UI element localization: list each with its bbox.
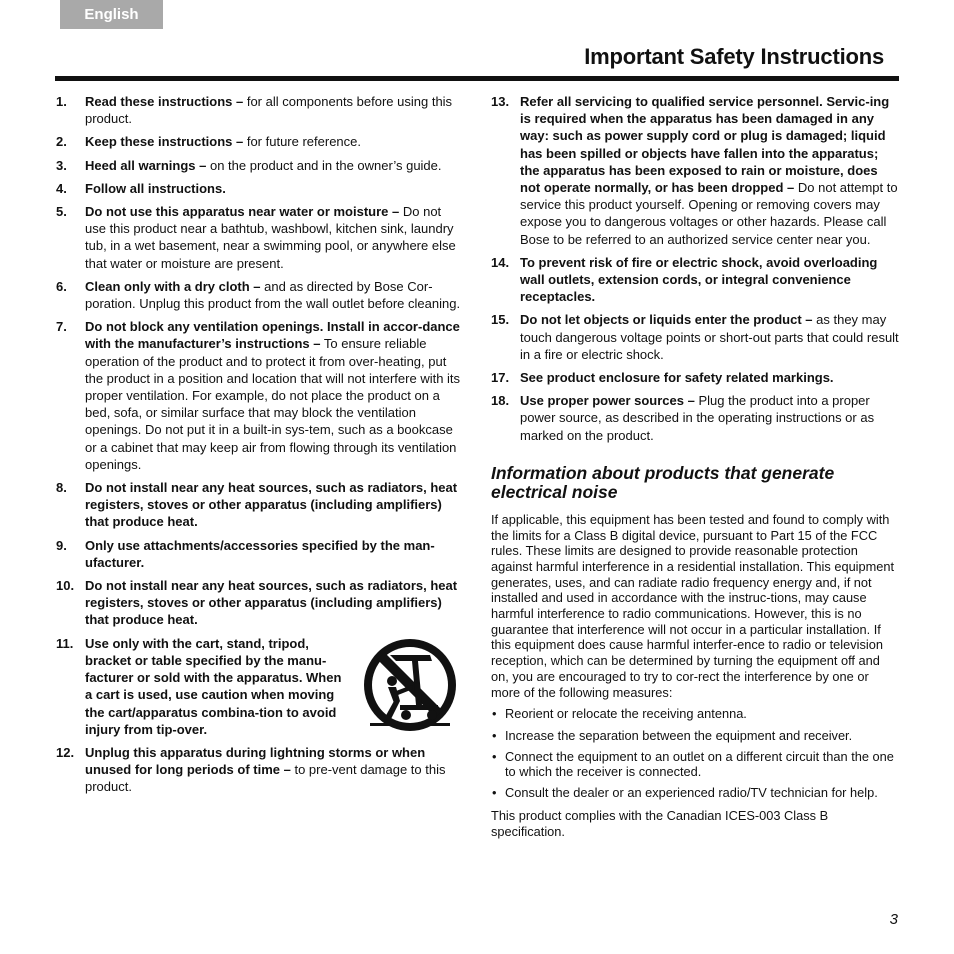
instruction-bold: Heed all warnings –: [85, 157, 207, 173]
instruction-number: 8.: [56, 480, 67, 496]
instruction-number: 9.: [56, 537, 67, 553]
instruction-item: [491, 369, 899, 386]
right-column: [491, 93, 899, 846]
instruction-item: [56, 157, 462, 174]
instruction-number: 5.: [56, 204, 67, 220]
interference-measures-list: [491, 707, 899, 801]
instruction-item: [56, 93, 462, 127]
instruction-item: [56, 203, 462, 272]
instruction-item: [491, 311, 899, 363]
instruction-number: 18.: [491, 393, 510, 409]
instruction-item: [56, 180, 462, 197]
cart-tip-over-warning-icon: [360, 635, 460, 735]
instruction-item: [56, 318, 462, 473]
instruction-bold: Use proper power sources –: [520, 393, 695, 409]
instruction-bold: Clean only with a dry cloth –: [85, 278, 261, 294]
instruction-bold: Do not install near any heat sources, such as radiators, heat registers, stoves or other apparatus (including amplifiers) that produce heat.: [85, 578, 458, 628]
ices-compliance-paragraph: This product complies with the Canadian ICES-003 Class B specification.: [491, 807, 829, 839]
section-heading-electrical-noise: Information about products that generate electrical noise: [491, 462, 835, 503]
instruction-bold: Do not use this apparatus near water or moisture –: [85, 204, 400, 220]
instruction-bold: Use only with the cart, stand, tripod, bracket or table specified by the manu-facturer or sold with the apparatus. When a cart is used, use caution when moving the cart/apparatus combina-tion to avoid injury from tip-over.: [85, 635, 342, 737]
instruction-number: 10.: [56, 578, 75, 594]
instruction-text: To ensure reliable operation of the product and to protect it from over-heating, put the product in a position and location that will not interfere with its proper ventilation. For example, do not place the product on a bed, sofa, or similar surface that may block the ventilation openings. Do not put it in a built-in sys-tem, such as a bookcase or a cabinet that may keep air from flowing through its ventilation openings.: [85, 336, 461, 472]
instruction-bold: Do not let objects or liquids enter the product –: [520, 312, 813, 328]
instruction-item: [56, 479, 462, 531]
instruction-item: [491, 392, 899, 444]
instruction-text: as they may touch dangerous voltage points or short-out parts that could result in a fire or electric shock.: [520, 312, 899, 362]
instruction-bold: Follow all instructions.: [85, 180, 226, 196]
instruction-text: for all components before using this product.: [85, 94, 453, 127]
language-tab[interactable]: English: [60, 0, 163, 29]
instruction-number: 17.: [491, 370, 510, 386]
safety-instructions-list-left: [56, 93, 462, 796]
list-item: • Increase the separation between the equipment and receiver.: [491, 729, 899, 744]
instruction-number: 7.: [56, 319, 67, 335]
instruction-number: 15.: [491, 312, 510, 328]
instruction-number: 13.: [491, 94, 510, 109]
instruction-bold: Do not install near any heat sources, such as radiators, heat registers, stoves or other apparatus (including amplifiers) that produce heat.: [85, 480, 458, 530]
instruction-text: Do not use this product near a bathtub, washbowl, kitchen sink, laundry tub, in a wet basement, near a swimming pool, or anywhere else that water or moisture are present.: [85, 204, 456, 271]
instruction-number: 2.: [56, 134, 67, 150]
instruction-item: [56, 635, 462, 738]
instruction-text: to pre-vent damage to this product.: [85, 762, 446, 795]
list-item: • Connect the equipment to an outlet on a different circuit than the one to which the receiver is connected.: [491, 750, 899, 779]
instruction-bold: Do not block any ventilation openings. Install in accor-dance with the manufacturer’s instructions –: [85, 319, 460, 352]
instruction-number: 11.: [56, 635, 74, 651]
instruction-item: [491, 93, 899, 248]
title-rule: [55, 76, 899, 81]
instruction-number: 1.: [56, 94, 67, 109]
instruction-item: [56, 537, 462, 571]
instruction-bold: Only use attachments/accessories specified by the man-ufacturer.: [85, 537, 435, 570]
instruction-item: [56, 133, 462, 150]
instruction-number: 3.: [56, 157, 67, 173]
instruction-text: for future reference.: [243, 134, 361, 150]
safety-instructions-list-right: [491, 93, 899, 444]
instruction-number: 6.: [56, 278, 67, 294]
instruction-bold: Refer all servicing to qualified service personnel. Servic-ing is required when the apparatus has been damaged in any way: such as power supply cord or plug is damaged; liquid has been spilled or objects have fallen into the apparatus; the apparatus has been exposed to rain or moisture, does not operate normally, or has been dropped –: [520, 94, 890, 196]
instruction-text: Do not attempt to service this product yourself. Opening or removing covers may expose you to dangerous voltages or other hazards. Please call Bose to be referred to an authorized service center near you.: [520, 180, 898, 247]
instruction-item: [56, 577, 462, 629]
list-item: • Consult the dealer or an experienced radio/TV technician for help.: [491, 786, 899, 801]
left-column: [56, 93, 462, 802]
instruction-number: 14.: [491, 254, 510, 270]
instruction-text: on the product and in the owner’s guide.: [206, 157, 442, 173]
fcc-paragraph: If applicable, this equipment has been tested and found to comply with the limits for a Class B digital device, pursuant to Part 15 of the FCC rules. These limits are designed to provide reasonable protection against harmful interference in a residential installation. This equipment generates, uses, and can radiate radio frequency energy and, if not installed and used in accordance with the instruc-tions, may cause harmful interference to radio communications. However, this is no guarantee that interference will not occur in a particular installation. If this equipment does cause harmful interfer-ence to radio or television reception, which can be determined by turning the equipment off and on, you are encouraged to try to cor-rect the interference by one or more of the following measures:: [491, 511, 895, 700]
page-number: 3: [889, 911, 898, 928]
instruction-item: [56, 278, 462, 312]
list-item: • Reorient or relocate the receiving antenna.: [491, 707, 899, 722]
instruction-text: and as directed by Bose Cor-poration. Unplug this product from the wall outlet before cleaning.: [85, 278, 461, 312]
instruction-number: 12.: [56, 744, 75, 760]
instruction-bold: Unplug this apparatus during lightning storms or when unused for long periods of time –: [85, 744, 426, 778]
instruction-text: Plug the product into a proper power source, as described in the operating instructions or as marked on the product.: [520, 393, 875, 443]
instruction-bold: To prevent risk of fire or electric shock, avoid overloading wall outlets, extension cords, or integral convenience receptacles.: [520, 254, 878, 305]
instruction-item: [491, 254, 899, 306]
instruction-bold: See product enclosure for safety related markings.: [520, 370, 834, 386]
page-title: Important Safety Instructions: [584, 44, 884, 69]
instruction-number: 4.: [56, 180, 67, 196]
instruction-item: [56, 744, 462, 796]
instruction-bold: Read these instructions –: [85, 94, 244, 109]
instruction-bold: Keep these instructions –: [85, 134, 244, 150]
